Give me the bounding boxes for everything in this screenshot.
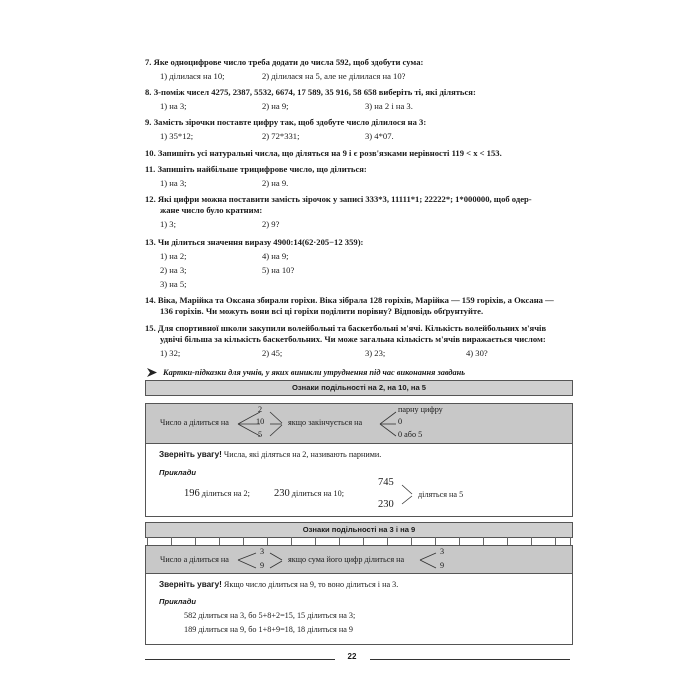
branch-arrows-icon-3 (236, 548, 260, 572)
merge-arrows-icon-2 (400, 482, 414, 508)
card-2-rule-mid: якщо сума його цифр ділиться на (288, 555, 405, 564)
question-14: 14. Віка, Марійка та Оксана збирали горіхи. Віка зібрала 128 горіхів, Марійка — 159 горіхів, а Оксана — (145, 295, 554, 305)
card-1-rule (145, 403, 573, 445)
question-9-text: Замість зірочки поставте цифру так, щоб здобуте число ділилося на 3: (153, 117, 427, 127)
q11-option-2: 2) на 9. (262, 178, 289, 188)
page-number: 22 (347, 652, 357, 661)
ending-even: парну цифру (398, 405, 443, 414)
divisor-5: 5 (258, 430, 263, 439)
card-1-attention: Зверніть увагу! Числа, які діляться на 2, називають парними. (159, 450, 382, 459)
question-11: 11. Запишіть найбільше трицифрове число, що ділиться: (145, 164, 367, 174)
card-2-body (145, 573, 573, 645)
question-15: 15. Для спортивної школи закупили волейбольні та баскетбольні м'ячі. Кількість волейбольних м'ячів (145, 323, 547, 333)
card-2-examples-label: Приклади (159, 597, 197, 606)
footer-rule-left (145, 659, 335, 660)
q7-option-1: 1) ділилася на 10; (160, 71, 225, 81)
card-1-example-3a: 745 (378, 477, 394, 488)
card-2-attention: Зверніть увагу! Якщо число ділиться на 9, то воно ділиться і на 3. (159, 580, 399, 589)
card-1-example-1: 196 ділиться на 2; (184, 488, 250, 499)
q9-option-1: 1) 35*12; (160, 131, 194, 141)
q8-option-2: 2) на 9; (262, 101, 289, 111)
q8-option-3: 3) на 2 і на 3. (365, 101, 413, 111)
q13-option-5: 5) на 10? (262, 265, 295, 275)
q9-option-3: 3) 4*07. (365, 131, 394, 141)
card-2-rule-prefix: Число a ділиться на (160, 555, 229, 564)
question-7: 7. Яке одноцифрове число треба додати до числа 592, щоб здобути сума: (145, 57, 424, 67)
branch-arrows-icon-4 (418, 548, 438, 572)
question-10-text: Запишіть усі натуральні числа, що діляться на 9 і є розв'язками нерівності 119 < x < 153. (157, 148, 502, 158)
q12-option-1: 1) 3; (160, 219, 176, 229)
question-15-text-2: удвічі більша за кількість баскетбольних. Чи може загальна кількість м'ячів виражається числом: (160, 334, 546, 344)
card-2-target-9: 9 (440, 561, 445, 570)
q13-option-2: 2) на 3; (160, 265, 187, 275)
question-10: 10. Запишіть усі натуральні числа, що діляться на 9 і є розв'язками нерівності 119 < x < 153. (145, 148, 502, 158)
ending-zero: 0 (398, 417, 403, 426)
merge-arrows-icon-3 (268, 548, 284, 572)
question-8: 8. З-поміж чисел 4275, 2387, 5532, 6674, 17 589, 35 916, 58 658 виберіть ті, які діляться: (145, 87, 476, 97)
q13-option-4: 4) на 9; (262, 251, 289, 261)
question-13: 13. Чи ділиться значення виразу 4900:14(62·205−12 359): (145, 237, 364, 247)
ruler-middle (147, 537, 571, 545)
question-11-text: Запишіть найбільше трицифрове число, що ділиться: (157, 164, 367, 174)
card-2-divisor-9: 9 (260, 561, 265, 570)
card-1-example-3-text: діляться на 5 (418, 490, 464, 499)
question-9: 9. Замість зірочки поставте цифру так, щоб здобуте число ділилося на 3: (145, 117, 427, 127)
q12-option-2: 2) 9? (262, 219, 280, 229)
q15-option-2: 2) 45; (262, 348, 283, 358)
branch-arrows-icon-2 (378, 406, 398, 442)
card-2-target-3: 3 (440, 547, 445, 556)
card-1-example-2: 230 ділиться на 10; (274, 488, 344, 499)
card-2-example-1: 582 ділиться на 3, бо 5+8+2=15, 15 ділиться на 3; (184, 611, 356, 620)
hint-header (147, 368, 572, 377)
question-7-text: Яке одноцифрове число треба додати до числа 592, щоб здобути сума: (153, 57, 424, 67)
q11-option-1: 1) на 3; (160, 178, 187, 188)
card-2-divisor-3: 3 (260, 547, 265, 556)
divisor-2: 2 (258, 405, 263, 414)
q9-option-2: 2) 72*331; (262, 131, 300, 141)
footer-rule-right (370, 659, 570, 660)
card-1-title: Ознаки подільності на 2, на 10, на 5 (145, 380, 573, 396)
card-2-title: Ознаки подільності на 3 і на 9 (145, 522, 573, 538)
question-14-text-1: Віка, Марійка та Оксана збирали горіхи. Віка зібрала 128 горіхів, Марійка — 159 горіхів, а Оксана — (157, 295, 554, 305)
q13-option-3: 3) на 5; (160, 279, 187, 289)
card-1-example-3b: 230 (378, 499, 394, 510)
question-12-text-2: жане число було кратним: (160, 205, 263, 215)
divisor-10: 10 (256, 417, 265, 426)
hint-text: Картки-підказки для учнів, у яких виникли утруднення під час виконання завдань (163, 368, 466, 377)
card-1-rule-prefix: Число a ділиться на (160, 418, 229, 427)
question-14-text-2: 136 горіхів. Чи можуть вони всі ці горіхи поділити порівну? Відповідь обґрунтуйте. (160, 306, 484, 316)
card-1-body (145, 443, 573, 517)
card-2-rule (145, 545, 573, 575)
question-12: 12. Які цифри можна поставити замість зірочок у записі 333*3, 11111*1; 22222*; 1*000000, щоб одер- (145, 194, 532, 204)
q13-option-1: 1) на 2; (160, 251, 187, 261)
q15-option-3: 3) 23; (365, 348, 386, 358)
question-15-text-1: Для спортивної школи закупили волейбольні та баскетбольні м'ячі. Кількість волейбольних м'ячів (157, 323, 547, 333)
question-8-text: З-поміж чисел 4275, 2387, 5532, 6674, 17 589, 35 916, 58 658 виберіть ті, які діляться: (153, 87, 476, 97)
question-12-text-1: Які цифри можна поставити замість зірочок у записі 333*3, 11111*1; 22222*; 1*000000, щоб одер- (157, 194, 532, 204)
card-2-example-2: 189 ділиться на 9, бо 1+8+9=18, 18 ділиться на 9 (184, 625, 354, 634)
arrow-pointer-icon (147, 368, 157, 377)
merge-arrows-icon (268, 406, 284, 442)
question-13-text: Чи ділиться значення виразу 4900:14(62·205−12 359): (157, 237, 364, 247)
q7-option-2: 2) ділилася на 5, але не ділилася на 10? (262, 71, 406, 81)
q15-option-4: 4) 30? (466, 348, 488, 358)
q15-option-1: 1) 32; (160, 348, 181, 358)
q8-option-1: 1) на 3; (160, 101, 187, 111)
ending-zero-or-five: 0 або 5 (398, 430, 423, 439)
card-1-rule-mid: якщо закінчується на (288, 418, 363, 427)
card-1-examples-label: Приклади (159, 468, 197, 477)
